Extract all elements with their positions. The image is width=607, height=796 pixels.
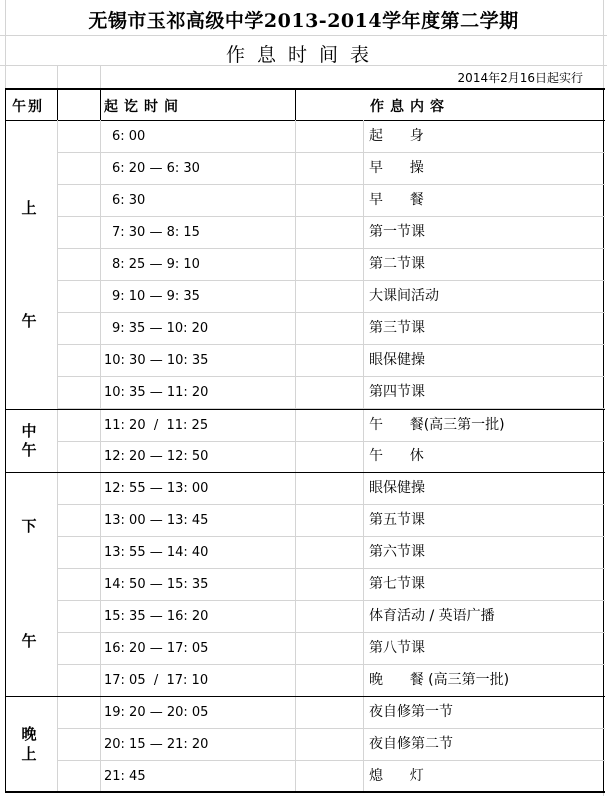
row-time: 21: 45 — [104, 769, 146, 784]
row-activity: 午 餐(高三第一批) — [369, 417, 505, 433]
row-separator — [57, 536, 605, 537]
row-activity: 早 餐 — [369, 192, 424, 208]
row-separator — [57, 344, 605, 345]
row-activity: 体育活动 / 英语广播 — [369, 608, 495, 624]
row-activity: 熄 灯 — [369, 768, 424, 784]
period-noon-1: 中 — [21, 422, 37, 440]
row-time: 15: 35 — 16: 20 — [104, 609, 209, 624]
row-activity: 眼保健操 — [369, 480, 425, 496]
row-activity: 第六节课 — [369, 544, 425, 560]
row-separator — [57, 184, 605, 185]
row-separator — [57, 248, 605, 249]
effective-date: 2014年2月16日起实行 — [457, 71, 583, 85]
period-afternoon-1: 下 — [21, 517, 37, 535]
row-activity: 第一节课 — [369, 224, 425, 240]
row-time: 11: 20 / 11: 25 — [104, 418, 209, 433]
row-activity: 眼保健操 — [369, 352, 425, 368]
row-separator — [57, 376, 605, 377]
row-activity: 第三节课 — [369, 320, 425, 336]
row-activity: 夜自修第一节 — [369, 704, 453, 720]
row-separator — [57, 312, 605, 313]
row-time: 12: 20 — 12: 50 — [104, 449, 209, 464]
row-time: 6: 20 — 6: 30 — [112, 161, 200, 176]
row-separator — [57, 664, 605, 665]
row-separator — [57, 632, 605, 633]
row-time: 10: 35 — 11: 20 — [104, 385, 209, 400]
row-time: 16: 20 — 17: 05 — [104, 641, 209, 656]
period-morning-2: 午 — [21, 312, 37, 330]
row-activity: 午 休 — [369, 448, 424, 464]
column-header-period: 午别 — [12, 99, 44, 115]
row-time: 6: 30 — [112, 193, 146, 208]
row-time: 19: 20 — 20: 05 — [104, 705, 209, 720]
school-title: 无锡市玉祁高级中学2013-2014学年度第二学期 — [88, 10, 519, 32]
row-time: 9: 35 — 10: 20 — [112, 321, 209, 336]
row-time: 13: 00 — 13: 45 — [104, 513, 209, 528]
row-activity: 第八节课 — [369, 640, 425, 656]
row-separator — [57, 760, 605, 761]
period-morning-1: 上 — [21, 199, 37, 217]
row-activity: 起 身 — [369, 128, 424, 144]
row-separator — [57, 441, 605, 442]
row-time: 20: 15 — 21: 20 — [104, 737, 209, 752]
row-time: 13: 55 — 14: 40 — [104, 545, 209, 560]
row-separator — [57, 216, 605, 217]
column-header-activity: 作息内容 — [370, 99, 450, 115]
period-afternoon-2: 午 — [21, 632, 37, 650]
row-activity: 晚 餐 (高三第一批) — [369, 672, 510, 688]
row-activity: 大课间活动 — [369, 288, 439, 304]
row-time: 8: 25 — 9: 10 — [112, 257, 200, 272]
row-separator — [57, 568, 605, 569]
row-time: 10: 30 — 10: 35 — [104, 353, 209, 368]
period-noon-2: 午 — [21, 441, 37, 459]
row-separator — [57, 728, 605, 729]
row-activity: 夜自修第二节 — [369, 736, 453, 752]
row-time: 7: 30 — 8: 15 — [112, 225, 200, 240]
row-separator — [57, 600, 605, 601]
row-time: 9: 10 — 9: 35 — [112, 289, 200, 304]
row-separator — [57, 504, 605, 505]
period-evening-1: 晚 — [21, 725, 37, 743]
row-time: 14: 50 — 15: 35 — [104, 577, 209, 592]
row-separator — [57, 152, 605, 153]
row-time: 12: 55 — 13: 00 — [104, 481, 209, 496]
row-separator — [57, 280, 605, 281]
row-time: 6: 00 — [112, 129, 146, 144]
table-title: 作息时间表 — [225, 44, 381, 66]
row-activity: 第四节课 — [369, 384, 425, 400]
row-activity: 早 操 — [369, 160, 424, 176]
row-activity: 第二节课 — [369, 256, 425, 272]
column-header-time: 起讫时间 — [104, 99, 184, 115]
row-time: 17: 05 / 17: 10 — [104, 673, 209, 688]
row-activity: 第五节课 — [369, 512, 425, 528]
row-activity: 第七节课 — [369, 576, 425, 592]
period-evening-2: 上 — [21, 745, 37, 763]
